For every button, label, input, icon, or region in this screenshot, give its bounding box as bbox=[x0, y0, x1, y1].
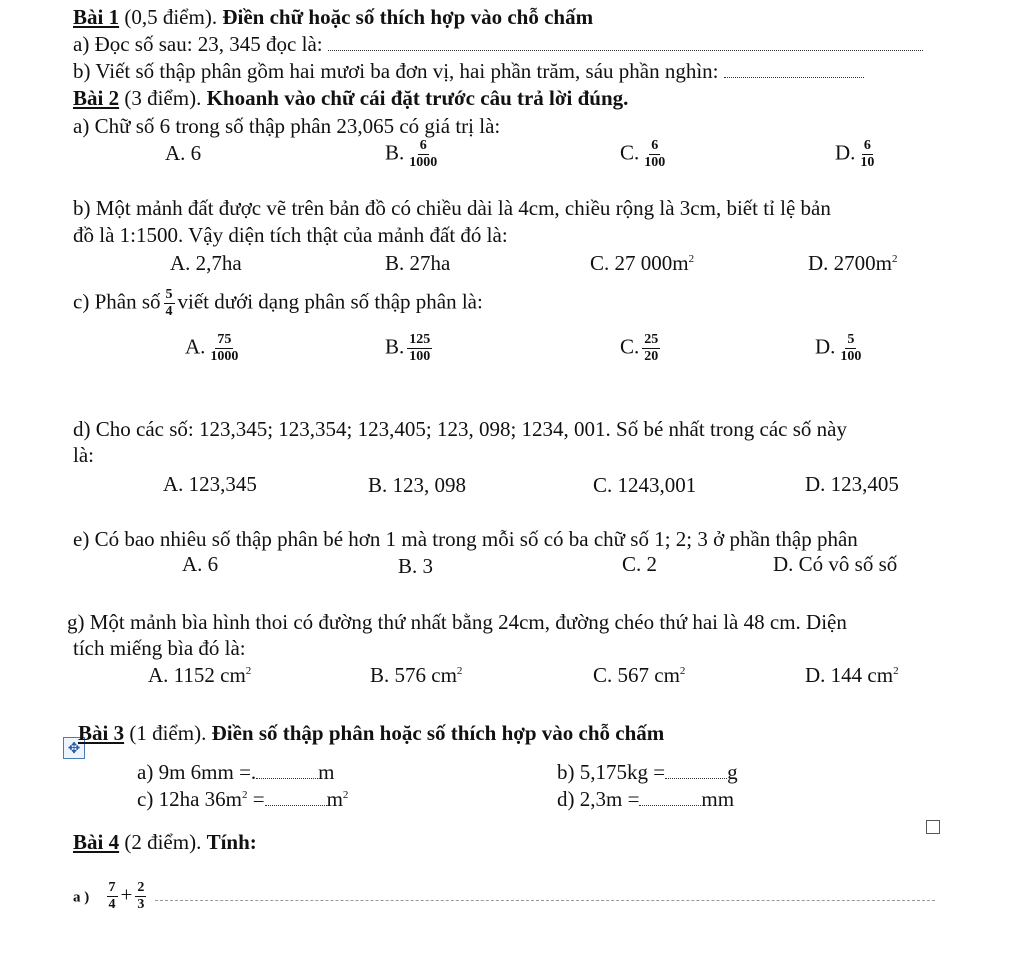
denominator: 100 bbox=[409, 349, 431, 365]
answer-line[interactable] bbox=[155, 886, 935, 901]
b2c-option-a[interactable] bbox=[185, 332, 243, 365]
b3-item-c bbox=[137, 788, 348, 812]
numerator: 75 bbox=[215, 332, 233, 349]
unit: mm bbox=[701, 787, 735, 811]
b2-label: Bài 2 bbox=[73, 86, 120, 110]
option-letter: B. bbox=[385, 334, 405, 359]
unit: g bbox=[727, 760, 738, 784]
numerator: 5 bbox=[164, 287, 175, 304]
b1-points: (0,5 điểm). bbox=[124, 5, 218, 29]
denominator: 1000 bbox=[210, 349, 239, 365]
b3-points: (1 điểm). bbox=[129, 721, 207, 745]
b1-question-a bbox=[73, 33, 923, 57]
b2e-question: e) Có bao nhiêu số thập phân bé hơn 1 mà trong mỗi số có ba chữ số 1; 2; 3 ở phần thập phân bbox=[73, 527, 858, 551]
option-text: D. 144 cm bbox=[805, 663, 894, 687]
b2c-option-b[interactable] bbox=[385, 332, 435, 365]
b2d-option-b[interactable]: B. 123, 098 bbox=[368, 473, 467, 497]
item-label: a ) bbox=[73, 889, 90, 906]
option-text: D. 2700m bbox=[808, 251, 892, 275]
b3-label: Bài 3 bbox=[78, 721, 125, 745]
b2e-option-c[interactable]: C. 2 bbox=[622, 552, 658, 576]
numerator: 2 bbox=[135, 880, 146, 897]
b1-label: Bài 1 bbox=[73, 5, 120, 29]
numerator: 25 bbox=[642, 332, 660, 349]
b2g-question-line2: tích miếng bìa đó là: bbox=[73, 636, 246, 660]
unit: m bbox=[318, 760, 335, 784]
b2c-question bbox=[73, 287, 483, 320]
option-letter: D. bbox=[835, 140, 856, 165]
b2c-option-c[interactable] bbox=[620, 332, 663, 365]
b3-item-b bbox=[557, 761, 738, 785]
superscript: 2 bbox=[241, 789, 248, 801]
b4-label: Bài 4 bbox=[73, 830, 120, 854]
b2d-question-line1: d) Cho các số: 123,345; 123,354; 123,405; 123, 098; 1234, 001. Số bé nhất trong các số này bbox=[73, 417, 847, 441]
b2b-option-d[interactable] bbox=[808, 252, 898, 276]
b2b-question-line1: b) Một mảnh đất được vẽ trên bản đồ có chiều dài là 4cm, chiều rộng là 3cm, biết tỉ lệ bản bbox=[73, 196, 831, 220]
b2e-option-d[interactable]: D. Có vô số số bbox=[773, 552, 898, 576]
b3-title bbox=[78, 722, 664, 746]
denominator: 1000 bbox=[409, 155, 438, 171]
option-text: A. 1152 cm bbox=[148, 663, 246, 687]
answer-blank[interactable] bbox=[265, 791, 327, 806]
b1-title bbox=[73, 6, 593, 30]
denominator: 4 bbox=[165, 304, 173, 320]
b2g-option-b[interactable] bbox=[370, 664, 462, 688]
fraction bbox=[135, 880, 146, 913]
item-text: c) 12ha 36m bbox=[137, 787, 242, 811]
b2g-option-a[interactable] bbox=[148, 664, 251, 688]
b2b-option-a[interactable]: A. 2,7ha bbox=[170, 251, 242, 275]
superscript: 2 bbox=[456, 665, 463, 677]
superscript: 2 bbox=[893, 665, 899, 677]
b2e-option-b[interactable]: B. 3 bbox=[398, 554, 434, 578]
numerator: 6 bbox=[418, 138, 429, 155]
move-handle-icon[interactable]: ✥ bbox=[63, 737, 85, 759]
fraction bbox=[407, 138, 439, 171]
b3-item-a bbox=[137, 761, 335, 785]
answer-blank[interactable] bbox=[256, 764, 318, 779]
checkbox-icon[interactable] bbox=[926, 820, 940, 834]
b2a-option-b[interactable] bbox=[385, 138, 442, 171]
b3-item-d bbox=[557, 788, 734, 812]
fraction bbox=[107, 880, 118, 913]
answer-blank[interactable] bbox=[665, 764, 727, 779]
superscript: 2 bbox=[892, 253, 898, 265]
b2g-question-line1: g) Một mảnh bìa hình thoi có đường thứ nhất bằng 24cm, đường chéo thứ hai là 48 cm. Diện bbox=[67, 610, 847, 634]
b4-points: (2 điểm). bbox=[124, 830, 202, 854]
numerator: 125 bbox=[407, 332, 432, 349]
fraction bbox=[642, 332, 660, 365]
b2b-option-b[interactable]: B. 27ha bbox=[385, 251, 451, 275]
b2d-option-c[interactable]: C. 1243,001 bbox=[593, 473, 697, 497]
numerator: 7 bbox=[107, 880, 118, 897]
superscript: 2 bbox=[688, 253, 695, 265]
denominator: 100 bbox=[644, 155, 666, 171]
b2a-option-d[interactable] bbox=[835, 138, 879, 171]
b2-points: (3 điểm). bbox=[124, 86, 202, 110]
b1-question-b bbox=[73, 60, 864, 84]
operator: + bbox=[120, 882, 133, 907]
denominator: 20 bbox=[644, 349, 659, 365]
superscript: 2 bbox=[245, 665, 252, 677]
b2e-option-a[interactable]: A. 6 bbox=[182, 552, 219, 576]
b2a-option-a[interactable]: A. 6 bbox=[165, 141, 202, 165]
option-letter: C. bbox=[620, 140, 640, 165]
b2d-option-d[interactable]: D. 123,405 bbox=[805, 472, 899, 496]
denominator: 3 bbox=[137, 897, 145, 913]
b2d-question-line2: là: bbox=[73, 443, 94, 467]
superscript: 2 bbox=[342, 789, 349, 801]
superscript: 2 bbox=[679, 665, 686, 677]
b2-task: Khoanh vào chữ cái đặt trước câu trả lời đúng. bbox=[206, 86, 629, 110]
option-letter: A. bbox=[185, 334, 206, 359]
option-text: C. 27 000m bbox=[590, 251, 689, 275]
numerator: 6 bbox=[862, 138, 873, 155]
b2b-question-line2: đồ là 1:1500. Vậy diện tích thật của mảnh đất đó là: bbox=[73, 223, 508, 247]
fraction bbox=[164, 287, 175, 320]
b2b-option-c[interactable] bbox=[590, 252, 694, 276]
option-letter: B. bbox=[385, 140, 405, 165]
b1-question-b-text: b) Viết số thập phân gồm hai mươi ba đơn vị, hai phần trăm, sáu phần nghìn: bbox=[73, 59, 719, 83]
unit: m bbox=[326, 787, 343, 811]
b3-task: Điền số thập phân hoặc số thích hợp vào chỗ chấm bbox=[211, 721, 665, 745]
question-text: viết dưới dạng phân số thập phân là: bbox=[177, 289, 483, 314]
b2-title bbox=[73, 87, 628, 111]
answer-blank[interactable] bbox=[639, 791, 701, 806]
denominator: 4 bbox=[108, 897, 116, 913]
fraction bbox=[642, 138, 667, 171]
answer-dots[interactable] bbox=[724, 63, 864, 78]
b2g-option-d[interactable] bbox=[805, 664, 899, 688]
b1-question-a-text: a) Đọc số sau: 23, 345 đọc là: bbox=[73, 32, 323, 56]
b1-task: Điền chữ hoặc số thích hợp vào chỗ chấm bbox=[222, 5, 594, 29]
b2a-option-c[interactable] bbox=[620, 138, 670, 171]
b4-title bbox=[73, 831, 257, 855]
b2d-option-a[interactable]: A. 123,345 bbox=[163, 472, 257, 496]
fraction bbox=[208, 332, 240, 365]
item-text: b) 5,175kg = bbox=[557, 760, 666, 784]
fraction bbox=[407, 332, 432, 365]
b4-task: Tính: bbox=[206, 830, 257, 854]
option-text: B. 576 cm bbox=[370, 663, 457, 687]
item-text: a) 9m 6mm =. bbox=[137, 760, 257, 784]
item-text: d) 2,3m = bbox=[557, 787, 640, 811]
fraction bbox=[838, 332, 863, 365]
option-letter: D. bbox=[815, 334, 836, 359]
numerator: 6 bbox=[649, 138, 660, 155]
option-text: C. 567 cm bbox=[593, 663, 680, 687]
denominator: 100 bbox=[840, 349, 862, 365]
question-text: c) Phân số bbox=[73, 289, 161, 314]
denominator: 10 bbox=[860, 155, 875, 171]
item-text: = bbox=[247, 787, 265, 811]
b2c-option-d[interactable] bbox=[815, 332, 866, 365]
fraction bbox=[858, 138, 876, 171]
b2a-question: a) Chữ số 6 trong số thập phân 23,065 có giá trị là: bbox=[73, 114, 501, 138]
b2g-option-c[interactable] bbox=[593, 664, 685, 688]
numerator: 5 bbox=[845, 332, 856, 349]
answer-dots[interactable] bbox=[328, 36, 923, 51]
option-letter: C. bbox=[620, 334, 640, 359]
b4-item-a bbox=[73, 880, 935, 913]
